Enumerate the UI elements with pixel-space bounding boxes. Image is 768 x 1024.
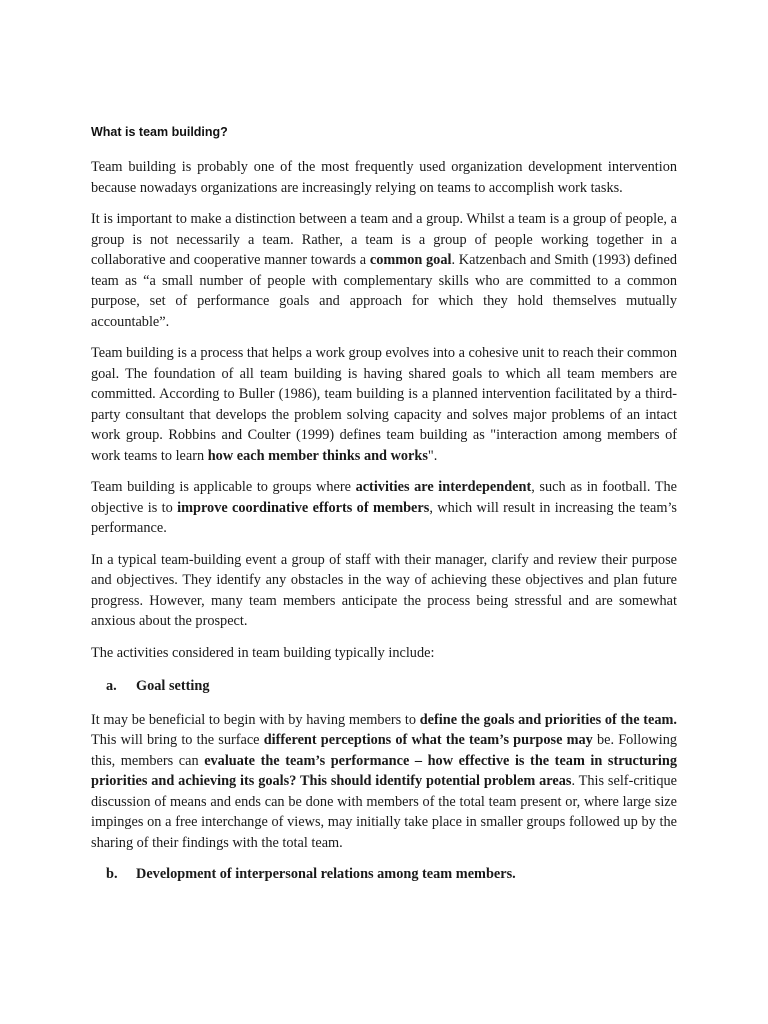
paragraph-2-text-a: It is important to make a distinction between a team and a group. Whilst a team is a group of people, a group is not necessarily a team. Rather, a team is a group of people working together in a collaborative and cooperative manner towards a xyxy=(91,211,677,268)
paragraph-2 xyxy=(91,209,677,332)
paragraph-7-text-c: This will bring to the surface xyxy=(91,732,264,748)
list-marker-a: a. xyxy=(106,678,117,694)
paragraph-1: Team building is probably one of the most frequently used organization development intervention because nowadays organizations are increasingly relying on teams to accomplish work tasks. xyxy=(91,159,677,196)
document-page xyxy=(91,124,677,898)
paragraph-7-text-d: be. Following this, members can xyxy=(91,732,677,769)
page-heading: What is team building? xyxy=(91,125,228,139)
list-item-a-heading xyxy=(91,676,677,697)
paragraph-2-bold-1: common goal xyxy=(369,252,452,268)
paragraph-3 xyxy=(91,343,677,466)
list-item-b-heading xyxy=(91,864,677,885)
paragraph-4-text-c: , such as in football. The objective is to xyxy=(91,479,677,516)
paragraph-7 xyxy=(91,710,677,854)
paragraph-4-text-d: , which will result in increasing the team’s performance. xyxy=(91,499,677,536)
paragraph-4-bold-2: improve coordinative efforts of members xyxy=(177,499,430,516)
paragraph-7-bold-3: evaluate the team’s performance – how effective is the team in structuring priorities and achieving its goals? This should identify potential problem areas xyxy=(91,752,678,789)
paragraph-4-text-a: Team building is applicable to groups where xyxy=(91,479,356,495)
list-marker-b: b. xyxy=(106,866,118,882)
list-item-a-label: Goal setting xyxy=(136,678,210,694)
paragraph-3-bold-1: how each member thinks and works xyxy=(207,447,428,464)
paragraph-5: In a typical team-building event a group of staff with their manager, clarify and review their purpose and objectives. They identify any obstacles in the way of achieving these objectives and plan future progress. However, many team members anticipate the process being stressful and are somewhat anxious about the prospect. xyxy=(91,551,677,629)
paragraph-7-text-e: . This self-critique discussion of means and ends can be done with members of the total team present or, where large size impinges on a free interchange of views, may initially take place in smaller groups followed up by the sharing of their findings with the total team. xyxy=(91,773,677,851)
paragraph-7-bold-2: different perceptions of what the team’s purpose may xyxy=(263,732,593,748)
paragraph-4 xyxy=(91,477,677,539)
paragraph-6: The activities considered in team building typically include: xyxy=(91,644,435,661)
paragraph-4-bold-1: activities are interdependent xyxy=(355,479,532,495)
list-item-b-label: Development of interpersonal relations among team members. xyxy=(136,866,516,882)
paragraph-7-text-a: It may be beneficial to begin with by having members to xyxy=(91,711,420,728)
paragraph-2-text-c: . Katzenbach and Smith (1993) defined team as “a small number of people with complementary skills who are committed to a common purpose, set of performance goals and approach for which they hold themselves mutually accountable”. xyxy=(91,252,677,330)
paragraph-3-text-c: ". xyxy=(427,447,438,464)
paragraph-3-text-a: Team building is a process that helps a work group evolves into a cohesive unit to reach their common goal. The foundation of all team building is having shared goals to which all team members are committed. According to Buller (1986), team building is a planned intervention facilitated by a third-party consultant that develops the problem solving capacity and solves major problems of an intact work group. Robbins and Coulter (1999) defines team building as "interaction among members of work teams to learn xyxy=(91,345,677,464)
paragraph-7-bold-1: define the goals and priorities of the team. xyxy=(419,711,677,728)
